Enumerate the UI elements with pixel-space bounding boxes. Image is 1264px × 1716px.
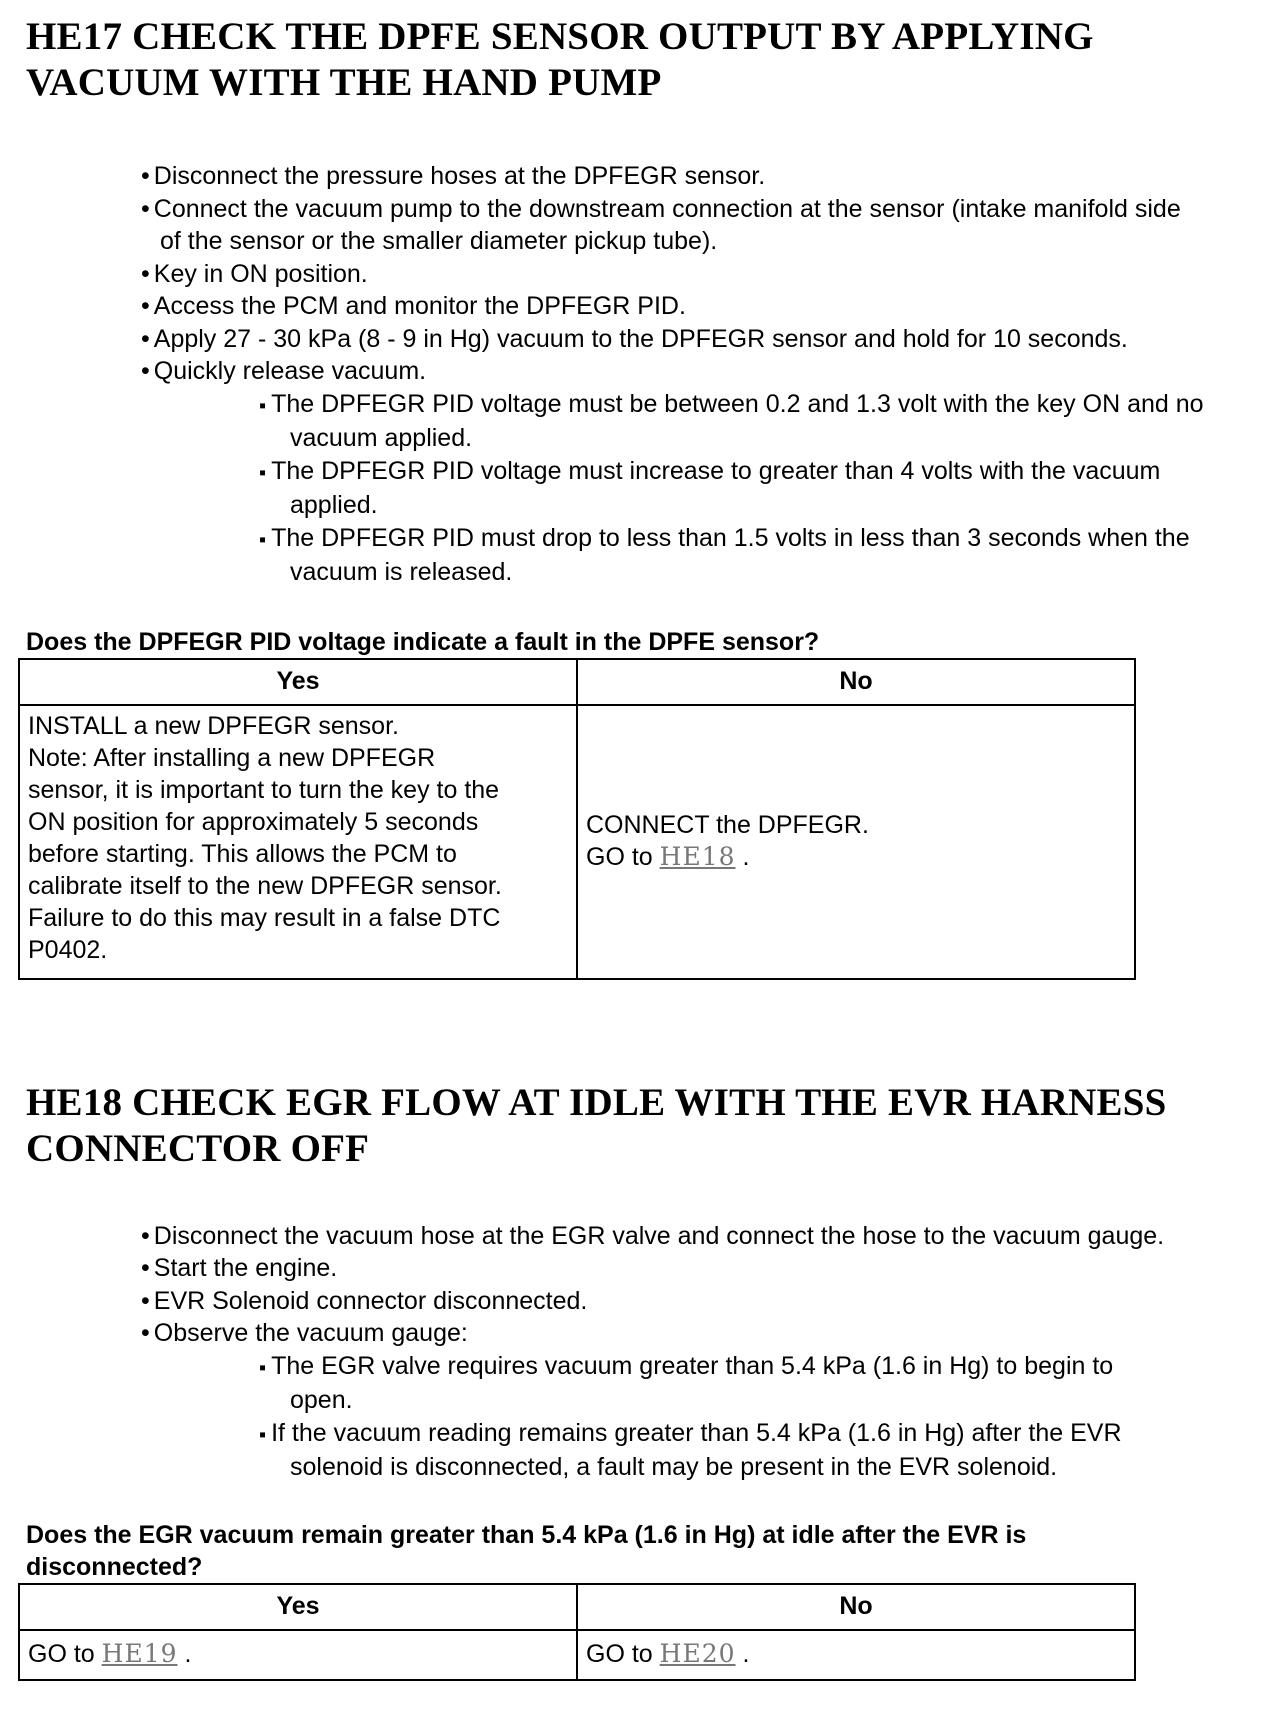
list-item: • Start the engine. — [26, 1252, 1226, 1285]
he18-title — [26, 1080, 1246, 1172]
yes-header: Yes — [19, 1584, 577, 1630]
he18-procedure-list — [26, 1220, 1226, 1484]
he18-title-line1: HE18 CHECK EGR FLOW AT IDLE WITH THE EVR HARNESS — [26, 1080, 1167, 1124]
sub-list-item: ▪ If the vacuum reading remains greater than 5.4 kPa (1.6 in Hg) after the EVR solenoid is disconnected, a fault may be present in the EVR solenoid. — [26, 1417, 1226, 1484]
yes-header: Yes — [19, 659, 577, 705]
list-item: • Quickly release vacuum. — [26, 355, 1226, 388]
list-item: • EVR Solenoid connector disconnected. — [26, 1285, 1226, 1318]
he18-title-line2: CONNECTOR OFF — [26, 1126, 370, 1170]
he17-yes-cell: INSTALL a new DPFEGR sensor. Note: After installing a new DPFEGR sensor, it is important to turn the key to the ON position for approximately 5 seconds before starting. This allows the PCM to calibrate itself to the new DPFEGR sensor. Failure to do this may result in a false DTC P0402. — [19, 705, 577, 979]
no-header: No — [577, 1584, 1135, 1630]
he18-decision-table — [18, 1583, 1136, 1681]
he17-title — [26, 14, 1246, 106]
he18-yes-cell: GO to HE19 . — [19, 1630, 577, 1680]
he17-procedure-list — [26, 160, 1226, 589]
document-page — [26, 14, 1246, 1681]
he18-question: Does the EGR vacuum remain greater than 5.4 kPa (1.6 in Hg) at idle after the EVR is disconnected? — [26, 1520, 1027, 1581]
list-item: • Observe the vacuum gauge: — [26, 1317, 1226, 1350]
he17-question: Does the DPFEGR PID voltage indicate a fault in the DPFE sensor? — [26, 627, 820, 656]
list-item: • Disconnect the pressure hoses at the DPFEGR sensor. — [26, 160, 1226, 193]
list-item: • Apply 27 - 30 kPa (8 - 9 in Hg) vacuum to the DPFEGR sensor and hold for 10 seconds. — [26, 323, 1226, 356]
he17-title-line1: HE17 CHECK THE DPFE SENSOR OUTPUT BY APPLYING — [26, 15, 1094, 58]
he18-link[interactable]: HE18 — [659, 841, 736, 871]
sub-list-item: ▪ The DPFEGR PID voltage must be between 0.2 and 1.3 volt with the key ON and no vacuum applied. — [26, 388, 1226, 455]
sub-list-item: ▪ The DPFEGR PID must drop to less than 1.5 volts in less than 3 seconds when the vacuum is released. — [26, 522, 1226, 589]
list-item: • Access the PCM and monitor the DPFEGR PID. — [26, 290, 1226, 323]
sub-list-item: ▪ The EGR valve requires vacuum greater than 5.4 kPa (1.6 in Hg) to begin to open. — [26, 1350, 1226, 1417]
he17-decision-table — [18, 658, 1136, 980]
list-item: • Connect the vacuum pump to the downstream connection at the sensor (intake manifold side of the sensor or the smaller diameter pickup tube). — [26, 193, 1226, 258]
he17-no-cell: CONNECT the DPFEGR. GO to HE18 . — [577, 705, 1135, 979]
he18-no-cell: GO to HE20 . — [577, 1630, 1135, 1680]
no-header: No — [577, 659, 1135, 705]
list-item: • Key in ON position. — [26, 258, 1226, 291]
list-item: • Disconnect the vacuum hose at the EGR valve and connect the hose to the vacuum gauge. — [26, 1220, 1226, 1253]
he20-link[interactable]: HE20 — [659, 1638, 736, 1668]
he19-link[interactable]: HE19 — [101, 1638, 178, 1668]
he17-title-line2: VACUUM WITH THE HAND PUMP — [26, 61, 662, 104]
sub-list-item: ▪ The DPFEGR PID voltage must increase to greater than 4 volts with the vacuum applied. — [26, 455, 1226, 522]
